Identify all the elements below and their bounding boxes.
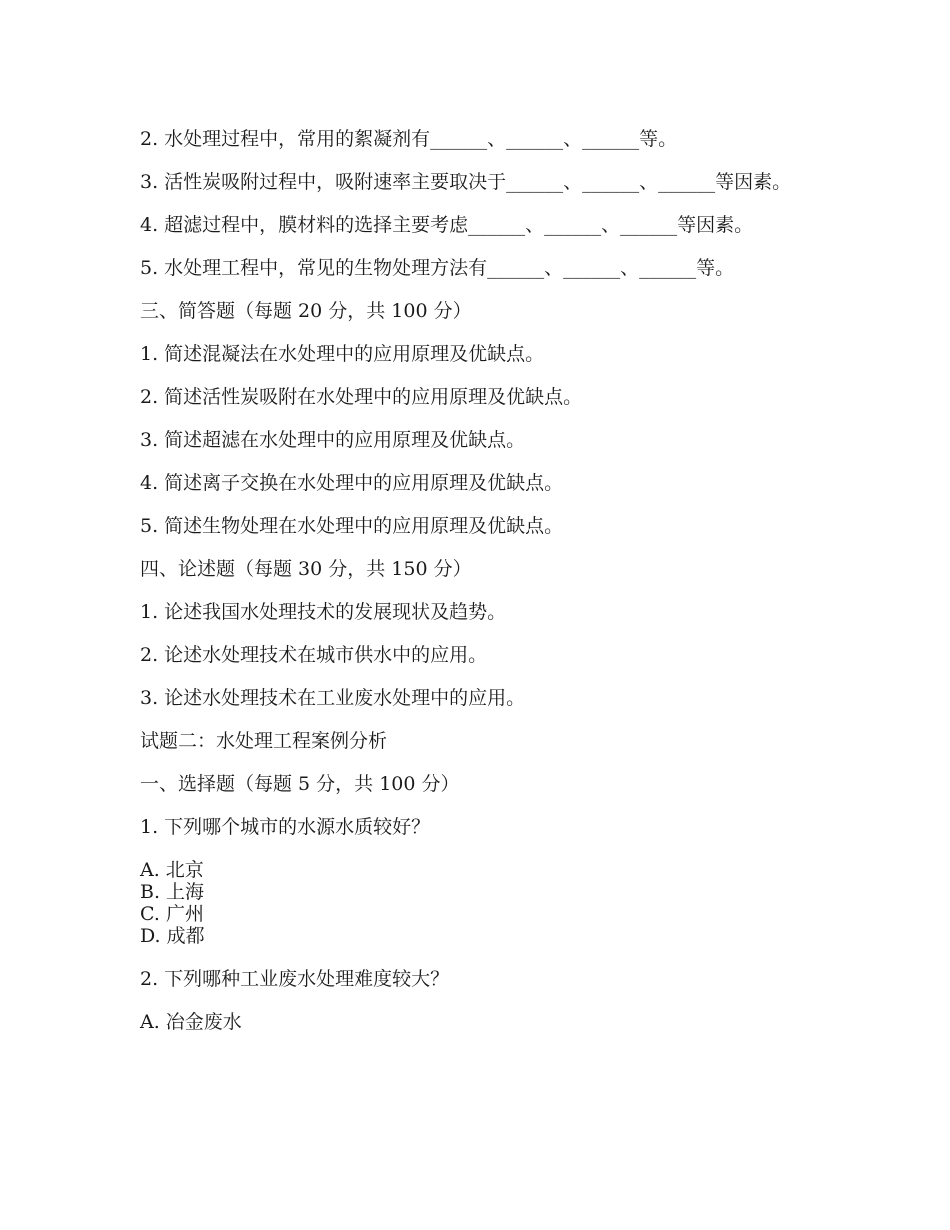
option-a: A. 冶金废水 [140, 1011, 242, 1033]
exam-2-title: 试题二：水处理工程案例分析 [140, 730, 388, 752]
section-heading-short-answer: 三、简答题（每题 20 分，共 100 分） [140, 300, 472, 322]
short-answer-question-2: 2. 简述活性炭吸附在水处理中的应用原理及优缺点。 [140, 386, 583, 408]
choice-question-1-options [140, 859, 805, 947]
short-answer-question-3: 3. 简述超滤在水处理中的应用原理及优缺点。 [140, 429, 526, 451]
short-answer-question-1: 1. 简述混凝法在水处理中的应用原理及优缺点。 [140, 343, 545, 365]
short-answer-question-5: 5. 简述生物处理在水处理中的应用原理及优缺点。 [140, 515, 564, 537]
fill-question-5: 5. 水处理工程中，常见的生物处理方法有______、______、______等。 [140, 257, 735, 279]
option-d: D. 成都 [140, 925, 205, 947]
document-page [140, 128, 805, 1054]
choice-question-2: 2. 下列哪种工业废水处理难度较大？ [140, 968, 450, 990]
fill-question-4: 4. 超滤过程中，膜材料的选择主要考虑______、______、______等因素。 [140, 214, 754, 236]
choice-question-1: 1. 下列哪个城市的水源水质较好？ [140, 816, 431, 838]
option-b: B. 上海 [140, 881, 205, 903]
fill-question-3: 3. 活性炭吸附过程中，吸附速率主要取决于______、______、______等因素。 [140, 171, 792, 193]
option-c: C. 广州 [140, 903, 204, 925]
option-a: A. 北京 [140, 859, 204, 881]
choice-question-2-options [140, 1011, 805, 1033]
section-heading-choice: 一、选择题（每题 5 分，共 100 分） [140, 773, 460, 795]
essay-question-1: 1. 论述我国水处理技术的发展现状及趋势。 [140, 601, 507, 623]
essay-question-3: 3. 论述水处理技术在工业废水处理中的应用。 [140, 687, 526, 709]
fill-question-2: 2. 水处理过程中，常用的絮凝剂有______、______、______等。 [140, 128, 678, 150]
section-heading-essay: 四、论述题（每题 30 分，共 150 分） [140, 558, 472, 580]
short-answer-question-4: 4. 简述离子交换在水处理中的应用原理及优缺点。 [140, 472, 564, 494]
essay-question-2: 2. 论述水处理技术在城市供水中的应用。 [140, 644, 488, 666]
